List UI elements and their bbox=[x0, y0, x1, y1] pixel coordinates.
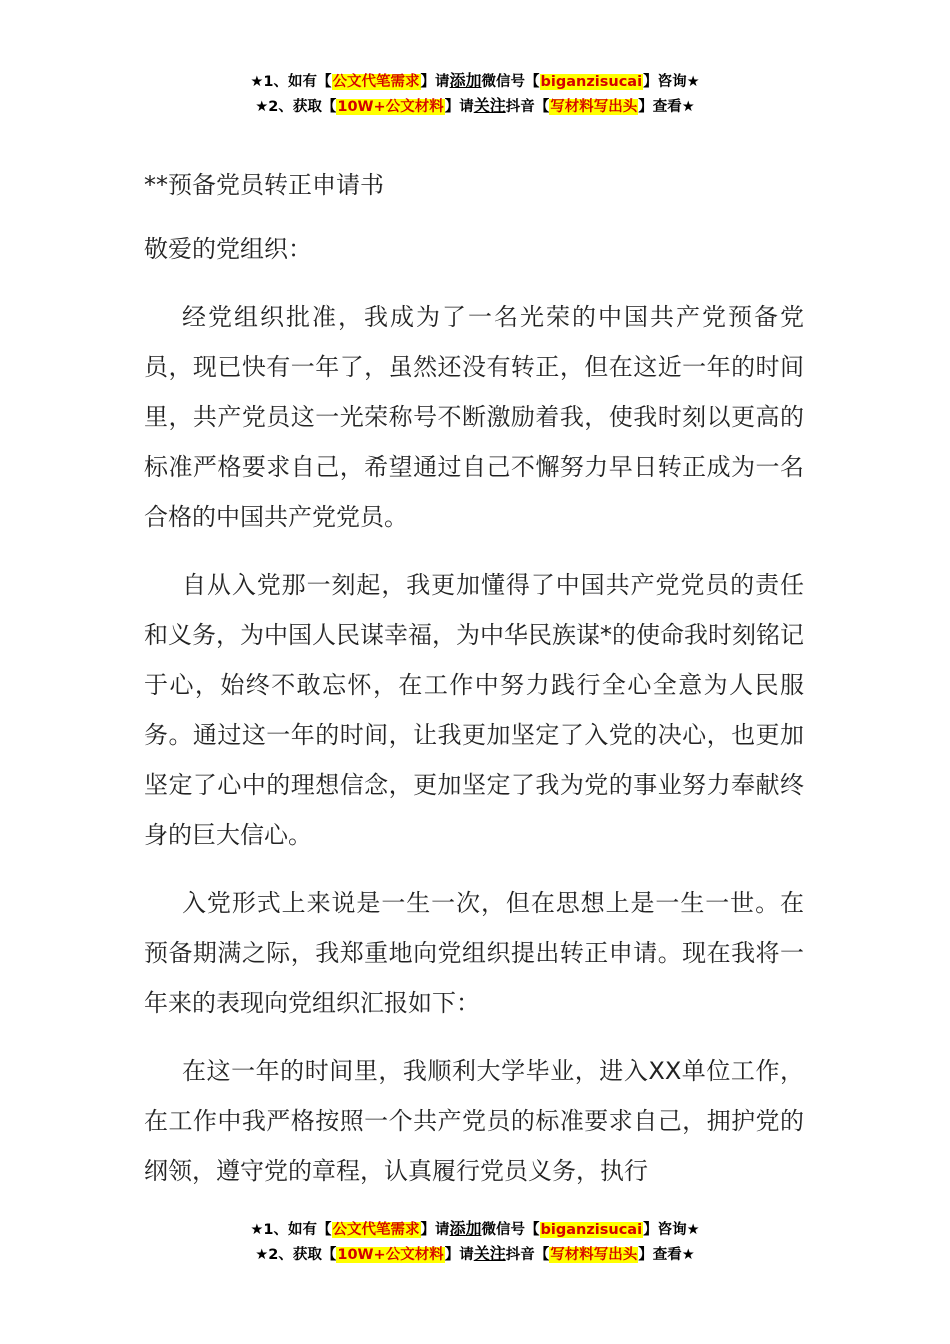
banner-text: ★2、获取【 bbox=[255, 99, 337, 115]
banner-text: 】查看★ bbox=[638, 1247, 695, 1263]
banner-wechat-id: biganzisucai bbox=[540, 74, 643, 90]
banner-line-2 bbox=[0, 94, 950, 119]
banner-wechat-id: biganzisucai bbox=[540, 1222, 643, 1238]
banner-emphasis: 关注 bbox=[473, 96, 506, 115]
banner-emphasis: 关注 bbox=[473, 1244, 506, 1263]
banner-text: 】查看★ bbox=[638, 99, 695, 115]
banner-highlight: 公文代笔需求 bbox=[332, 74, 420, 90]
banner-line-1 bbox=[0, 69, 950, 94]
document-body bbox=[144, 160, 804, 1196]
banner-text: 抖音【 bbox=[505, 1247, 550, 1263]
banner-highlight: 10W+公文材料 bbox=[337, 99, 444, 115]
banner-text: 微信号【 bbox=[481, 1222, 540, 1238]
paragraph: 在这一年的时间里，我顺利大学毕业，进入XX单位工作，在工作中我严格按照一个共产党员的标准要求自己，拥护党的纲领，遵守党的章程，认真履行党员义务，执行 bbox=[144, 1057, 804, 1185]
banner-douyin-account: 写材料写出头 bbox=[550, 99, 638, 115]
banner-text: ★1、如有【 bbox=[250, 74, 332, 90]
banner-text: 】请 bbox=[420, 74, 450, 90]
salutation: 敬爱的党组织： bbox=[144, 235, 312, 263]
document-title: **预备党员转正申请书 bbox=[144, 171, 384, 199]
banner-line-2 bbox=[0, 1242, 950, 1267]
banner-text: 】咨询★ bbox=[643, 1222, 700, 1238]
banner-highlight: 10W+公文材料 bbox=[337, 1247, 444, 1263]
banner-text: 】请 bbox=[420, 1222, 450, 1238]
banner-emphasis: 添加 bbox=[449, 1219, 482, 1238]
paragraph: 入党形式上来说是一生一次，但在思想上是一生一世。在预备期满之际，我郑重地向党组织提出转正申请。现在我将一年来的表现向党组织汇报如下： bbox=[144, 889, 804, 1017]
banner-text: ★1、如有【 bbox=[250, 1222, 332, 1238]
banner-text: 】咨询★ bbox=[643, 74, 700, 90]
banner-douyin-account: 写材料写出头 bbox=[550, 1247, 638, 1263]
paragraph: 自从入党那一刻起，我更加懂得了中国共产党党员的责任和义务，为中国人民谋幸福，为中华民族谋*的使命我时刻铭记于心，始终不敢忘怀，在工作中努力践行全心全意为人民服务。通过这一年的时间，让我更加坚定了入党的决心，也更加坚定了心中的理想信念，更加坚定了我为党的事业努力奉献终身的巨大信心。 bbox=[144, 571, 804, 849]
banner-emphasis: 添加 bbox=[449, 71, 482, 90]
banner-text: 微信号【 bbox=[481, 74, 540, 90]
banner-text: 】请 bbox=[444, 99, 474, 115]
banner-text: 】请 bbox=[444, 1247, 474, 1263]
paragraph: 经党组织批准，我成为了一名光荣的中国共产党预备党员，现已快有一年了，虽然还没有转正，但在这近一年的时间里，共产党员这一光荣称号不断激励着我，使我时刻以更高的标准严格要求自己，希望通过自己不懈努力早日转正成为一名合格的中国共产党党员。 bbox=[144, 303, 804, 531]
banner-text: ★2、获取【 bbox=[255, 1247, 337, 1263]
footer-banner bbox=[0, 1217, 950, 1267]
banner-highlight: 公文代笔需求 bbox=[332, 1222, 420, 1238]
header-banner bbox=[0, 69, 950, 119]
banner-text: 抖音【 bbox=[505, 99, 550, 115]
banner-line-1 bbox=[0, 1217, 950, 1242]
